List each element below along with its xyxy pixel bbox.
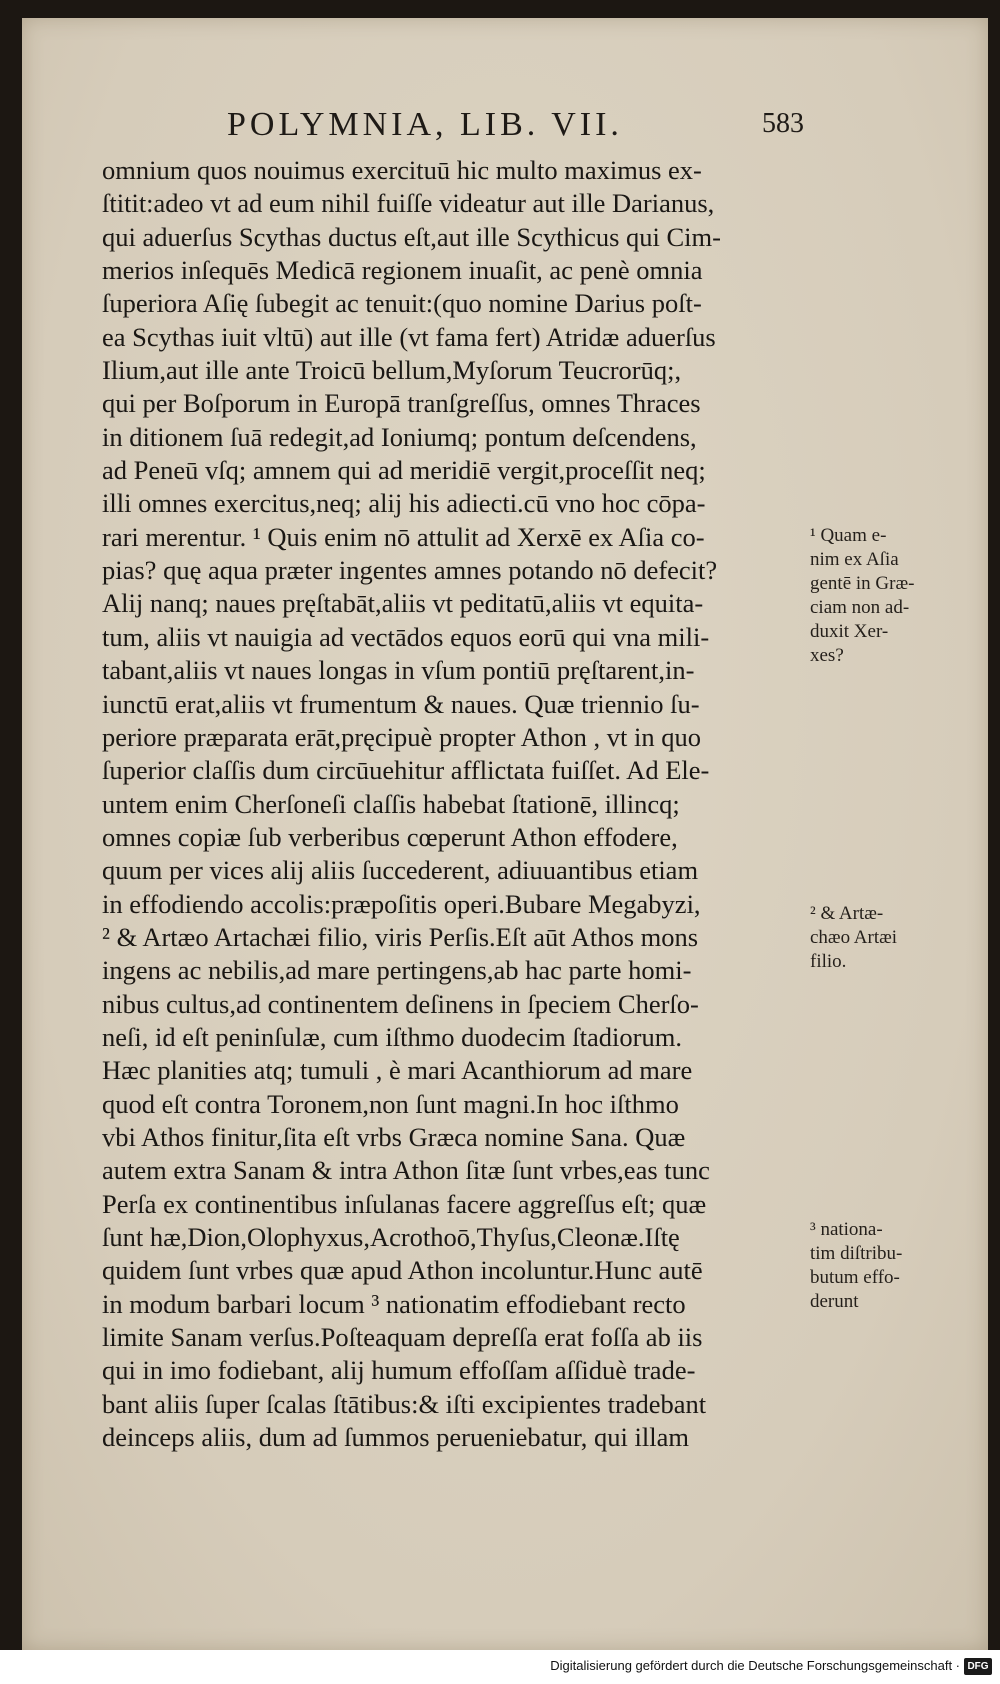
text-line: ſtitit:adeo vt ad eum nihil fuiſſe videatur aut ille Darianus, <box>102 188 715 219</box>
page-number: 583 <box>762 108 804 139</box>
text-line: rari merentur. ¹ Quis enim nō attulit ad Xerxē ex Aſia co- <box>102 521 705 552</box>
note-line: tim diſtribu- <box>810 1243 903 1264</box>
marginal-note-1 <box>810 524 960 668</box>
note-line: gentē in Græ- <box>810 573 915 594</box>
text-line: ad Peneū vſq; amnem qui ad meridiē vergit,proceſſit neq; <box>102 455 706 486</box>
text-line: ingens ac nebilis,ad mare pertingens,ab hac parte homi- <box>102 955 692 986</box>
marginal-note-3 <box>810 1218 960 1314</box>
note-line: xes? <box>810 645 844 666</box>
text-line: nibus cultus,ad continentem deſinens in ſpeciem Cherſo- <box>102 988 699 1019</box>
note-line: ¹ Quam e- <box>810 525 887 546</box>
page-header <box>22 106 988 146</box>
text-line: merios inſequēs Medicā regionem inuaſit, ac penè omnia <box>102 255 703 286</box>
text-line: illi omnes exercitus,neq; alij his adiecti.cū vno hoc cōpa- <box>102 488 706 519</box>
text-line: qui aduerſus Scythas ductus eſt,aut ille Scythicus qui Cim- <box>102 221 721 252</box>
text-line: neſi, id eſt peninſulæ, cum iſthmo duodecim ſtadiorum. <box>102 1021 682 1052</box>
dfg-logo: DFG <box>964 1658 992 1675</box>
note-line: ciam non ad- <box>810 597 910 618</box>
book-page <box>22 18 988 1650</box>
note-line: filio. <box>810 951 847 972</box>
text-line: qui per Boſporum in Europā tranſgreſſus, omnes Thraces <box>102 388 701 419</box>
text-line: in modum barbari locum ³ nationatim effodiebant recto <box>102 1288 686 1319</box>
text-line: Perſa ex continentibus inſulanas facere aggreſſus eſt; quæ <box>102 1188 707 1219</box>
text-line: limite Sanam verſus.Poſteaquam depreſſa erat foſſa ab iis <box>102 1322 703 1353</box>
text-line: periore præparata erāt,pręcipuè propter Athon , vt in quo <box>102 721 701 752</box>
text-line: tabant,aliis vt naues longas in vſum pontiū pręſtarent,in- <box>102 655 695 686</box>
text-line: ſuperior claſſis dum circūuehitur afflictata fuiſſet. Ad Ele- <box>102 755 710 786</box>
note-line: ³ nationa- <box>810 1219 883 1240</box>
text-line: bant aliis ſuper ſcalas ſtātibus:& iſti excipientes tradebant <box>102 1388 707 1419</box>
text-line: ſuperiora Aſię ſubegit ac tenuit:(quo nomine Darius poſt- <box>102 288 702 319</box>
note-line: derunt <box>810 1291 859 1312</box>
text-line: ea Scythas iuit vltū) aut ille (vt fama fert) Atridæ aduerſus <box>102 321 716 352</box>
text-line: in ditionem ſuā redegit,ad Ioniumq; pontum deſcendens, <box>102 421 697 452</box>
text-line: quod eſt contra Toronem,non ſunt magni.In hoc iſthmo <box>102 1088 679 1119</box>
text-line: deinceps aliis, dum ad ſummos perueniebatur, qui illam <box>102 1422 689 1453</box>
note-line: butum effo- <box>810 1267 900 1288</box>
running-title: POLYMNIA, LIB. VII. <box>227 106 623 143</box>
text-line: untem enim Cherſoneſi claſſis habebat ſtationē, illincq; <box>102 788 680 819</box>
text-line: iunctū erat,aliis vt frumentum & naues. Quæ triennio ſu- <box>102 688 700 719</box>
note-line: nim ex Aſia <box>810 549 899 570</box>
text-line: in effodiendo accolis:præpoſitis operi.Bubare Megabyzi, <box>102 888 701 919</box>
funding-credit: Digitalisierung gefördert durch die Deutsche Forschungsgemeinschaft · <box>550 1658 960 1673</box>
note-line: duxit Xer- <box>810 621 889 642</box>
note-line: ² & Artæ- <box>810 903 884 924</box>
text-line: autem extra Sanam & intra Athon ſitæ ſunt vrbes,eas tunc <box>102 1155 710 1186</box>
text-line: tum, aliis vt nauigia ad vectādos equos eorū qui vna mili- <box>102 621 710 652</box>
text-line: quum per vices alij aliis ſuccederent, adiuuantibus etiam <box>102 855 699 886</box>
text-line: vbi Athos finitur,ſita eſt vrbs Græca nomine Sana. Quæ <box>102 1121 686 1152</box>
text-line: pias? quę aqua præter ingentes amnes potando nō defecit? <box>102 555 718 586</box>
text-line: ² & Artæo Artachæi filio, viris Perſis.Eſt aūt Athos mons <box>102 921 699 952</box>
text-line: quidem ſunt vrbes quæ apud Athon incoluntur.Hunc autē <box>102 1255 703 1286</box>
text-line: omnes copiæ ſub verberibus cœperunt Athon effodere, <box>102 821 678 852</box>
text-line: ſunt hæ,Dion,Olophyxus,Acrothoō,Thyſus,Cleonæ.Iſtę <box>102 1222 680 1252</box>
text-line: Ilium,aut ille ante Troicū bellum,Myſorum Teucrorūq;, <box>102 355 682 386</box>
text-line: Hæc planities atq; tumuli , è mari Acanthiorum ad mare <box>102 1055 693 1086</box>
text-line: qui in imo fodiebant, alij humum effoſſam aſſiduè trade- <box>102 1355 696 1386</box>
text-line: Alij nanq; naues pręſtabāt,aliis vt peditatū,aliis vt equita- <box>102 588 704 619</box>
note-line: chæo Artæi <box>810 927 898 948</box>
main-text-block <box>102 154 802 1454</box>
text-line: omnium quos nouimus exercituū hic multo maximus ex- <box>102 155 702 185</box>
digitization-footer <box>0 1650 1000 1684</box>
marginal-note-2 <box>810 902 960 974</box>
